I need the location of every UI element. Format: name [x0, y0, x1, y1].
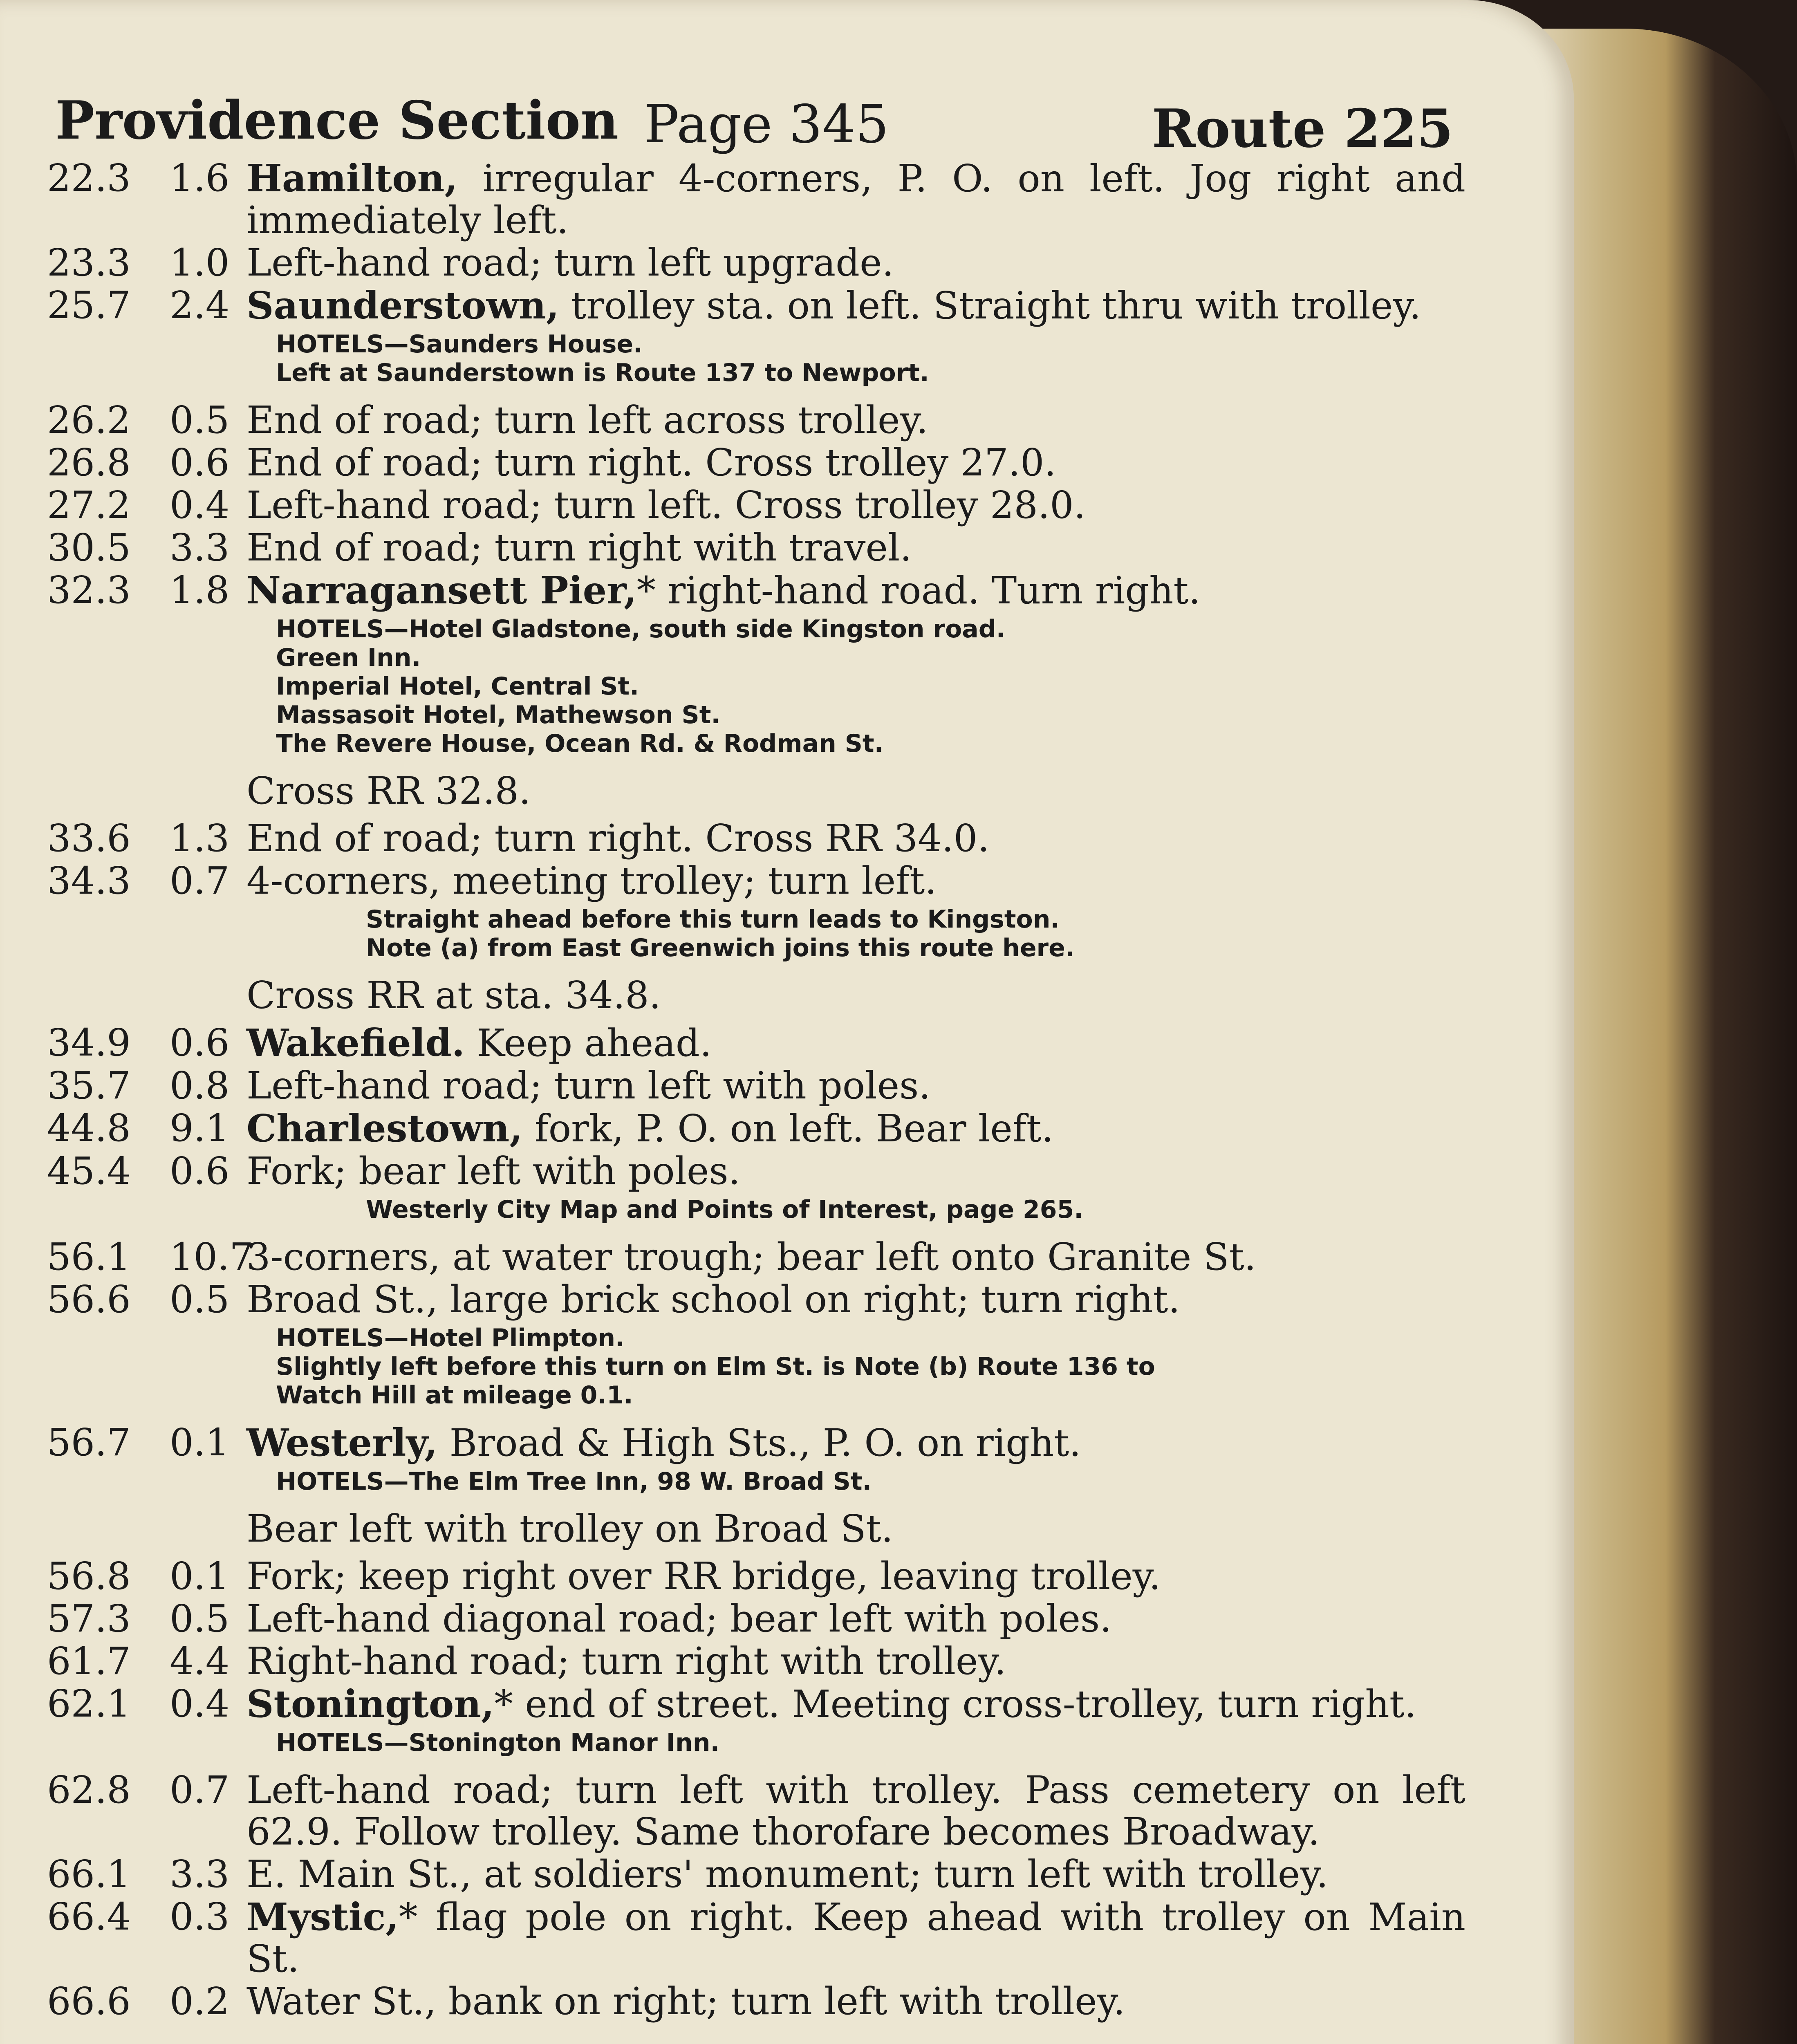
route-step	[47, 1598, 1465, 1640]
direction-text	[246, 1598, 1465, 1640]
mileage: 26.8	[47, 441, 131, 484]
hotel-note: HOTELS—Stonington Manor Inn.	[276, 1728, 720, 1757]
mileage: 33.6	[47, 816, 131, 860]
instruction: * right-hand road. Turn right.	[636, 569, 1201, 612]
mileage: 66.6	[47, 1979, 131, 2023]
distance: 0.3	[170, 1895, 230, 1939]
route-step	[47, 1422, 1465, 1464]
section-title: Providence Section	[55, 90, 618, 151]
distance: 0.5	[170, 398, 230, 442]
direction-text	[246, 1896, 1465, 1980]
route-step	[47, 242, 1465, 284]
distance: 0.1	[170, 1554, 230, 1598]
mileage: 62.1	[47, 1682, 131, 1726]
direction-text	[246, 1981, 1465, 2022]
mileage: 56.8	[47, 1554, 131, 1598]
route-step	[47, 1853, 1465, 1895]
place-name: Wakefield.	[246, 1021, 465, 1065]
route-step	[47, 157, 1465, 241]
direction-text	[246, 1683, 1465, 1725]
instruction: Right-hand road; turn right with trolley.	[246, 1639, 1006, 1683]
direction-text	[246, 527, 1465, 569]
hotel-note: HOTELS—The Elm Tree Inn, 98 W. Broad St.	[276, 1467, 872, 1496]
route-continuation: Bear left with trolley on Broad St.	[246, 1507, 893, 1551]
direction-text	[246, 1769, 1465, 1853]
direction-text	[246, 242, 1465, 284]
route-step	[47, 484, 1465, 526]
instruction: Left-hand road; turn left with trolley. Pass cemetery on left 62.9. Follow trolley. Same thorofare becomes Broadway.	[246, 1768, 1465, 1853]
distance: 9.1	[170, 1106, 230, 1150]
direction-text	[246, 1107, 1465, 1150]
mileage: 57.3	[47, 1597, 131, 1641]
route-step	[47, 860, 1465, 902]
mileage: 56.1	[47, 1235, 131, 1279]
mileage: 56.6	[47, 1278, 131, 1321]
direction-text	[246, 1236, 1465, 1278]
instruction: E. Main St., at soldiers' monument; turn left with trolley.	[246, 1852, 1329, 1896]
direction-text	[246, 1279, 1465, 1320]
direction-text	[246, 484, 1465, 526]
mileage: 35.7	[47, 1064, 131, 1107]
instruction: Broad & High Sts., P. O. on right.	[437, 1421, 1081, 1465]
direction-text	[246, 442, 1465, 484]
place-name: Mystic,	[246, 1895, 399, 1939]
distance: 0.6	[170, 1021, 230, 1065]
direction-text	[246, 1065, 1465, 1107]
mileage: 66.1	[47, 1852, 131, 1896]
instruction: End of road; turn right with travel.	[246, 526, 912, 569]
instruction: Keep ahead.	[464, 1021, 712, 1065]
hotel-note: Westerly City Map and Points of Interest, page 265.	[366, 1195, 1084, 1224]
route-step	[47, 1769, 1465, 1853]
instruction: 3-corners, at water trough; bear left onto Granite St.	[246, 1235, 1256, 1279]
distance: 0.6	[170, 441, 230, 484]
mileage: 26.2	[47, 398, 131, 442]
instruction: Fork; keep right over RR bridge, leaving trolley.	[246, 1554, 1161, 1598]
mileage: 22.3	[47, 156, 131, 200]
distance: 0.4	[170, 483, 230, 527]
distance: 0.7	[170, 1768, 230, 1812]
mileage: 45.4	[47, 1149, 131, 1193]
mileage: 34.3	[47, 859, 131, 903]
route-step	[47, 1065, 1465, 1107]
place-name: Westerly,	[246, 1421, 438, 1465]
route-number: Route 225	[1152, 98, 1453, 159]
mileage: 44.8	[47, 1106, 131, 1150]
distance: 3.3	[170, 1852, 230, 1896]
page-number: Page 345	[644, 94, 889, 155]
hotel-note: HOTELS—Hotel Gladstone, south side Kingston road. Green Inn. Imperial Hotel, Central St. Massasoit Hotel, Mathewson St. The Revere House, Ocean Rd. & Rodman St.	[276, 615, 1006, 758]
route-step	[47, 1279, 1465, 1320]
mileage: 56.7	[47, 1421, 131, 1464]
instruction: 4-corners, meeting trolley; turn left.	[246, 859, 937, 903]
distance: 2.4	[170, 283, 230, 327]
mileage: 25.7	[47, 283, 131, 327]
instruction: End of road; turn right. Cross RR 34.0.	[246, 816, 990, 860]
instruction: * flag pole on right. Keep ahead with trolley on Main St.	[246, 1895, 1465, 1981]
instruction: End of road; turn right. Cross trolley 27.0.	[246, 441, 1056, 484]
mileage: 32.3	[47, 568, 131, 612]
route-step	[47, 285, 1465, 327]
route-step	[47, 1107, 1465, 1150]
mileage: 30.5	[47, 526, 131, 569]
distance: 10.7	[170, 1235, 253, 1279]
distance: 0.4	[170, 1682, 230, 1726]
distance: 1.3	[170, 816, 230, 860]
direction-text	[246, 1853, 1465, 1895]
direction-text	[246, 1641, 1465, 1682]
instruction: * end of street. Meeting cross-trolley, turn right.	[494, 1682, 1417, 1726]
route-step	[47, 1641, 1465, 1682]
instruction: Left-hand road; turn left upgrade.	[246, 241, 894, 285]
distance: 1.0	[170, 241, 230, 285]
direction-text	[246, 860, 1465, 902]
route-continuation: Cross RR 32.8.	[246, 769, 531, 813]
page-header	[55, 90, 1453, 159]
instruction: Left-hand diagonal road; bear left with poles.	[246, 1597, 1112, 1641]
place-name: Hamilton,	[246, 156, 458, 200]
route-step	[47, 442, 1465, 484]
place-name: Narragansett Pier,	[246, 568, 637, 612]
direction-text	[246, 1422, 1465, 1464]
mileage: 66.4	[47, 1895, 131, 1939]
route-step	[47, 1683, 1465, 1725]
direction-text	[246, 1555, 1465, 1597]
instruction: irregular 4-corners, P. O. on left. Jog right and immediately left.	[246, 157, 1465, 242]
instruction: Fork; bear left with poles.	[246, 1149, 740, 1193]
route-step	[47, 527, 1465, 569]
direction-text	[246, 818, 1465, 859]
route-step	[47, 1022, 1465, 1064]
direction-text	[246, 569, 1465, 612]
route-step	[47, 1150, 1465, 1192]
mileage: 34.9	[47, 1021, 131, 1065]
distance: 0.2	[170, 1979, 230, 2023]
mileage: 62.8	[47, 1768, 131, 1812]
direction-text	[246, 157, 1465, 241]
instruction: End of road; turn left across trolley.	[246, 398, 928, 442]
instruction: fork, P. O. on left. Bear left.	[522, 1107, 1054, 1150]
hotel-note: HOTELS—Saunders House. Left at Saunderstown is Route 137 to Newport.	[276, 330, 929, 387]
distance: 1.8	[170, 568, 230, 612]
distance: 0.5	[170, 1278, 230, 1321]
route-step	[47, 818, 1465, 859]
instruction: Broad St., large brick school on right; turn right.	[246, 1278, 1180, 1321]
distance: 3.3	[170, 526, 230, 569]
mileage: 27.2	[47, 483, 131, 527]
hotel-note: HOTELS—Hotel Plimpton. Slightly left before this turn on Elm St. is Note (b) Route 136 to Watch Hill at mileage 0.1.	[276, 1324, 1155, 1410]
place-name: Saunderstown,	[246, 283, 559, 327]
instruction: Water St., bank on right; turn left with trolley.	[246, 1979, 1125, 2023]
direction-text	[246, 1022, 1465, 1064]
place-name: Stonington,	[246, 1682, 495, 1726]
distance: 0.5	[170, 1597, 230, 1641]
route-directions	[47, 157, 1465, 2023]
route-step	[47, 1555, 1465, 1597]
distance: 0.6	[170, 1149, 230, 1193]
hotel-note: Straight ahead before this turn leads to Kingston. Note (a) from East Greenwich joins this route here.	[366, 905, 1075, 962]
mileage: 23.3	[47, 241, 131, 285]
instruction: trolley sta. on left. Straight thru with trolley.	[559, 284, 1421, 327]
instruction: Left-hand road; turn left with poles.	[246, 1064, 931, 1107]
route-continuation: Cross RR at sta. 34.8.	[246, 973, 661, 1017]
direction-text	[246, 1150, 1465, 1192]
distance: 0.7	[170, 859, 230, 903]
route-step	[47, 569, 1465, 612]
route-step	[47, 399, 1465, 441]
route-step	[47, 1981, 1465, 2022]
distance: 0.8	[170, 1064, 230, 1107]
mileage: 61.7	[47, 1639, 131, 1683]
direction-text	[246, 285, 1465, 327]
route-step	[47, 1896, 1465, 1980]
direction-text	[246, 399, 1465, 441]
place-name: Charlestown,	[246, 1106, 523, 1150]
instruction: Left-hand road; turn left. Cross trolley 28.0.	[246, 483, 1086, 527]
distance: 4.4	[170, 1639, 230, 1683]
distance: 0.1	[170, 1421, 230, 1464]
distance: 1.6	[170, 156, 230, 200]
route-step	[47, 1236, 1465, 1278]
